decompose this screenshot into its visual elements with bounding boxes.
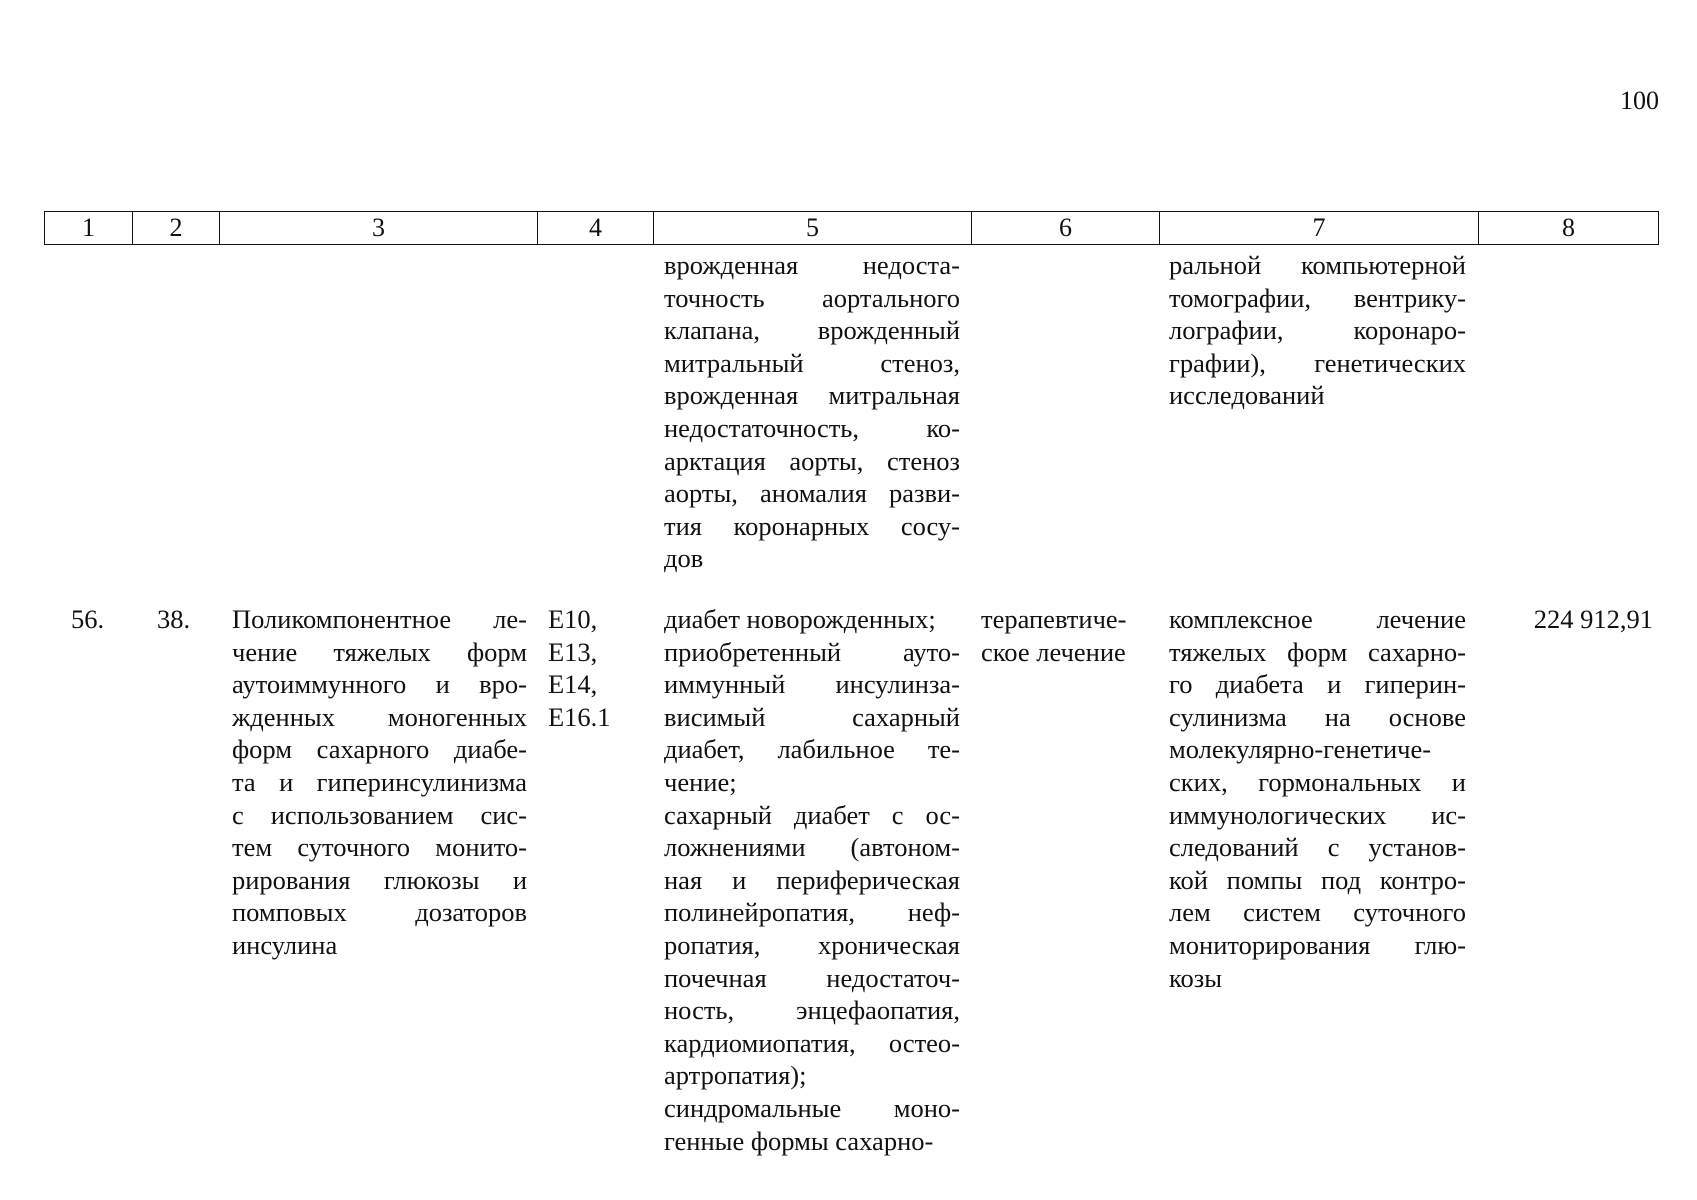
text-line: ральной компьютерной	[1169, 250, 1466, 280]
text-line: Е14,	[548, 669, 598, 700]
text-line: молекулярно-генетиче-	[1169, 734, 1432, 765]
text-line: чение тяжелых форм	[232, 636, 527, 667]
text-line: митральный стеноз,	[664, 347, 960, 378]
text-line: иммунный инсулинза-	[664, 669, 960, 700]
text-line: го диабета и гиперин-	[1169, 669, 1466, 700]
text-line: дов	[664, 543, 704, 574]
text-line: ная и периферическая	[664, 864, 960, 895]
text-line: аорты, аномалия разви-	[664, 478, 960, 509]
text-line: артропатия);	[664, 1060, 807, 1091]
row-number: 56.	[71, 604, 105, 634]
text-line: мониторирования глю-	[1169, 929, 1466, 960]
column-number-6: 6	[972, 212, 1160, 245]
text-line: сулинизма на основе	[1169, 701, 1466, 732]
column-number-7: 7	[1160, 212, 1479, 245]
text-line: Е10,	[548, 604, 598, 634]
text-line: кой помпы под контро-	[1169, 864, 1466, 895]
text-line: та и гиперинсулинизма	[232, 766, 527, 797]
text-line: тем суточного монито-	[232, 832, 527, 863]
text-line: инсулина	[232, 929, 338, 960]
text-line: ложнениями (автоном-	[664, 832, 960, 863]
icd-codes	[548, 603, 638, 733]
cost-value: 224 912,91	[1533, 604, 1653, 634]
text-line: точность аортального	[664, 282, 960, 313]
text-line: ропатия, хроническая	[664, 929, 960, 960]
column-header-row	[44, 211, 1659, 245]
text-line: графии), генетических	[1169, 347, 1466, 378]
text-line: тяжелых форм сахарно-	[1169, 636, 1466, 667]
text-line: Е16.1	[548, 701, 611, 732]
text-line: жденных моногенных	[232, 701, 527, 732]
text-line: сахарный диабет с ос-	[664, 799, 960, 830]
method-name-text	[232, 603, 527, 962]
text-line: диабет новорожденных;	[664, 604, 936, 634]
text-line: иммунологических ис-	[1169, 799, 1466, 830]
text-line: Поликомпонентное ле-	[232, 604, 527, 634]
text-line: врожденная недоста-	[664, 250, 960, 280]
text-line: ское лечение	[981, 636, 1126, 667]
text-line: приобретенный ауто-	[664, 636, 960, 667]
text-line: с использованием сис-	[232, 799, 527, 830]
text-line: помповых дозаторов	[232, 897, 527, 928]
text-line: недостаточность, ко-	[664, 412, 960, 443]
text-line: почечная недостаточ-	[664, 962, 960, 993]
text-line: Е13,	[548, 636, 598, 667]
text-line: ских, гормональных и	[1169, 766, 1466, 797]
text-line: синдромальные моно-	[664, 1092, 960, 1123]
text-line: рирования глюкозы и	[232, 864, 527, 895]
text-line: козы	[1169, 962, 1223, 993]
text-line: генные формы сахарно-	[664, 1125, 934, 1156]
text-line: исследований	[1169, 380, 1325, 411]
treatment-method-text	[1169, 603, 1466, 994]
group-number: 38.	[157, 604, 191, 634]
text-line: томографии, вентрику-	[1169, 282, 1466, 313]
text-line: форм сахарного диабе-	[232, 734, 527, 765]
text-line: врожденная митральная	[664, 380, 960, 411]
text-line: диабет, лабильное те-	[664, 734, 960, 765]
column-number-8: 8	[1479, 212, 1659, 245]
text-line: тия коронарных сосу-	[664, 510, 960, 541]
text-line: терапевтиче-	[981, 604, 1127, 634]
text-line: аутоиммунного и вро-	[232, 669, 527, 700]
column-number-3: 3	[220, 212, 538, 245]
page-number: 100	[1620, 86, 1659, 115]
text-line: клапана, врожденный	[664, 315, 960, 346]
text-line: ность, энцефаопатия,	[664, 995, 960, 1026]
diagnosis-text	[664, 603, 960, 1157]
continuation-treatment-text	[1169, 249, 1466, 412]
text-line: следований с установ-	[1169, 832, 1466, 863]
text-line: полинейропатия, неф-	[664, 897, 960, 928]
text-line: комплексное лечение	[1169, 604, 1466, 634]
text-line: лографии, коронаро-	[1169, 315, 1466, 346]
column-number-4: 4	[538, 212, 654, 245]
column-number-1: 1	[45, 212, 133, 245]
text-line: кардиомиопатия, остео-	[664, 1027, 960, 1058]
text-line: лем систем суточного	[1169, 897, 1466, 928]
column-number-2: 2	[133, 212, 220, 245]
text-line: арктация аорты, стеноз	[664, 445, 960, 476]
treatment-type	[981, 603, 1146, 668]
text-line: чение;	[664, 766, 737, 797]
column-number-5: 5	[654, 212, 972, 245]
text-line: висимый сахарный	[664, 701, 960, 732]
continuation-diagnosis-text	[664, 249, 960, 575]
